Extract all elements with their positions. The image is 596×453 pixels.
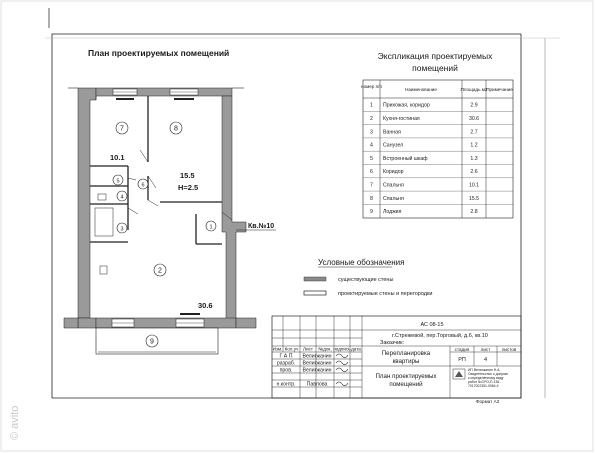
tb-customer: Заказчик:	[380, 340, 405, 346]
legend-swatch-existing	[304, 277, 326, 281]
exp-row-name: Прихожая, коридор	[383, 102, 430, 109]
tb-name-norm: Павлова	[306, 381, 328, 388]
exp-row-num: 9	[370, 209, 373, 216]
tb-sheet-value: 4	[483, 357, 488, 363]
room-number-4: 4	[120, 194, 124, 201]
exp-row-num: 4	[370, 142, 373, 149]
exp-row-name: Встроенный шкаф	[383, 155, 428, 162]
room-number-2: 2	[158, 267, 162, 275]
exp-header-name: Наименование	[405, 87, 437, 92]
legend-swatch-proposed	[304, 291, 326, 295]
radiator-7	[116, 98, 134, 100]
exp-row-num: 5	[370, 155, 373, 162]
tb-address: г.Стрежевой, пер.Торговый, д.6, кв.10	[392, 333, 488, 339]
company-line-3: к определённому виду	[468, 376, 504, 380]
apartment-label: Кв.№10	[248, 223, 275, 230]
tb-role-razrab: разраб.	[276, 360, 296, 367]
tb-project-line2: квартиры	[392, 358, 420, 365]
kitchen-sink	[100, 266, 107, 274]
exp-row-num: 8	[370, 195, 373, 202]
exp-row-num: 2	[370, 115, 373, 122]
tb-stage-header: стадия	[454, 347, 470, 352]
tb-col-header-date: дата	[351, 346, 361, 352]
room-number-7: 7	[120, 125, 124, 133]
explication-title-1: Экспликация проектируемых	[377, 51, 493, 61]
tb-col-header-list: Лист	[303, 346, 313, 352]
exp-header-note: Примечание	[486, 87, 513, 92]
area-label-room-8: 15.5	[180, 171, 195, 180]
tb-drawing-line1: План проектируемых	[375, 373, 437, 380]
watermark: © avito	[9, 405, 21, 440]
exp-header-num: номер п/п	[361, 84, 382, 89]
exp-row-area: 2.6	[470, 169, 478, 176]
room-number-8: 8	[174, 125, 178, 133]
plan-title: План проектируемых помещений	[88, 48, 230, 58]
exp-row-area: 1.3	[470, 155, 478, 162]
tb-name-prov: Велигжанин	[302, 367, 332, 374]
room-number-6: 6	[141, 182, 145, 189]
explication-title-2: помещений	[412, 63, 458, 73]
exp-row-area: 15.5	[468, 195, 480, 202]
wall-stub-right	[236, 318, 256, 328]
tb-name-razrab: Велигжанин	[302, 360, 332, 367]
tb-sheet-header: лист	[480, 347, 491, 352]
area-label-room-7: 10.1	[110, 153, 125, 162]
exp-row-area: 2.8	[470, 209, 478, 216]
exp-row-name: Лоджия	[383, 209, 402, 216]
room-number-9: 9	[150, 338, 154, 346]
tb-name-gap: Велигжанин	[302, 353, 332, 360]
tb-col-header-doc: №док.	[318, 346, 332, 352]
area-label-room-2: 30.6	[198, 301, 213, 310]
radiator-kitchen	[180, 313, 200, 315]
exp-header-area: Площадь м2	[460, 87, 488, 92]
tb-col-header-izm: Изм.	[272, 346, 283, 352]
exp-row-area: 30.6	[468, 115, 480, 122]
exp-row-name: Кухня-гостиная	[383, 115, 420, 122]
exp-row-area: 1.2	[470, 142, 478, 149]
tb-col-header-kol: Кол.уч	[284, 346, 299, 352]
tb-code: АС 08-15	[420, 322, 444, 328]
tb-role-gap: Г А П	[279, 353, 293, 360]
legend-existing-label: существующие стены	[338, 277, 394, 283]
tb-drawing-line2: помещений	[389, 381, 423, 388]
legend-proposed-label: проектируемые стены и перегородки	[338, 291, 433, 297]
exp-row-area: 10.1	[468, 182, 480, 189]
exp-row-name: Ванная	[383, 129, 401, 136]
company-line-4: работ №СРО-П-136-	[468, 380, 501, 384]
tb-format: Формат А3	[476, 399, 500, 404]
exp-row-num: 1	[370, 102, 373, 109]
tb-col-header-sign: подпись	[333, 346, 351, 352]
room-number-5: 5	[116, 178, 120, 185]
exp-row-num: 3	[370, 129, 373, 136]
bathtub	[95, 208, 113, 236]
room-number-1: 1	[209, 224, 213, 231]
wall-corner-bl	[78, 318, 96, 328]
exp-row-name: Спальня	[383, 195, 404, 202]
radiator-8	[174, 98, 194, 100]
exp-row-name: Коридор	[383, 169, 404, 176]
exp-row-name: Спальня	[383, 182, 404, 189]
exp-row-num: 6	[370, 169, 373, 176]
tb-sheets-header: листов	[501, 347, 517, 352]
wall-stub-left	[64, 318, 78, 328]
tb-role-norm: н.контр.	[276, 381, 296, 388]
room-number-3: 3	[120, 226, 124, 233]
toilet	[98, 194, 106, 200]
company-line-2: Свидетельство о допуске	[468, 372, 509, 376]
legend-title: Условные обозначения	[318, 258, 405, 267]
exp-row-name: Санузел	[383, 142, 404, 149]
tb-role-prov: пров.	[279, 367, 293, 374]
ceiling-height-label: H=2.5	[178, 183, 199, 192]
company-line-5: 7017002351-0064-4	[468, 384, 499, 388]
tb-project-line1: Перепланировка	[381, 350, 431, 357]
tb-stage-value: РП	[458, 357, 466, 363]
company-line-1: ИП Велигжанин Н.А.	[468, 368, 501, 372]
exp-row-num: 7	[370, 182, 373, 189]
exp-row-area: 2.7	[470, 129, 478, 136]
exp-row-area: 2.9	[470, 102, 478, 109]
